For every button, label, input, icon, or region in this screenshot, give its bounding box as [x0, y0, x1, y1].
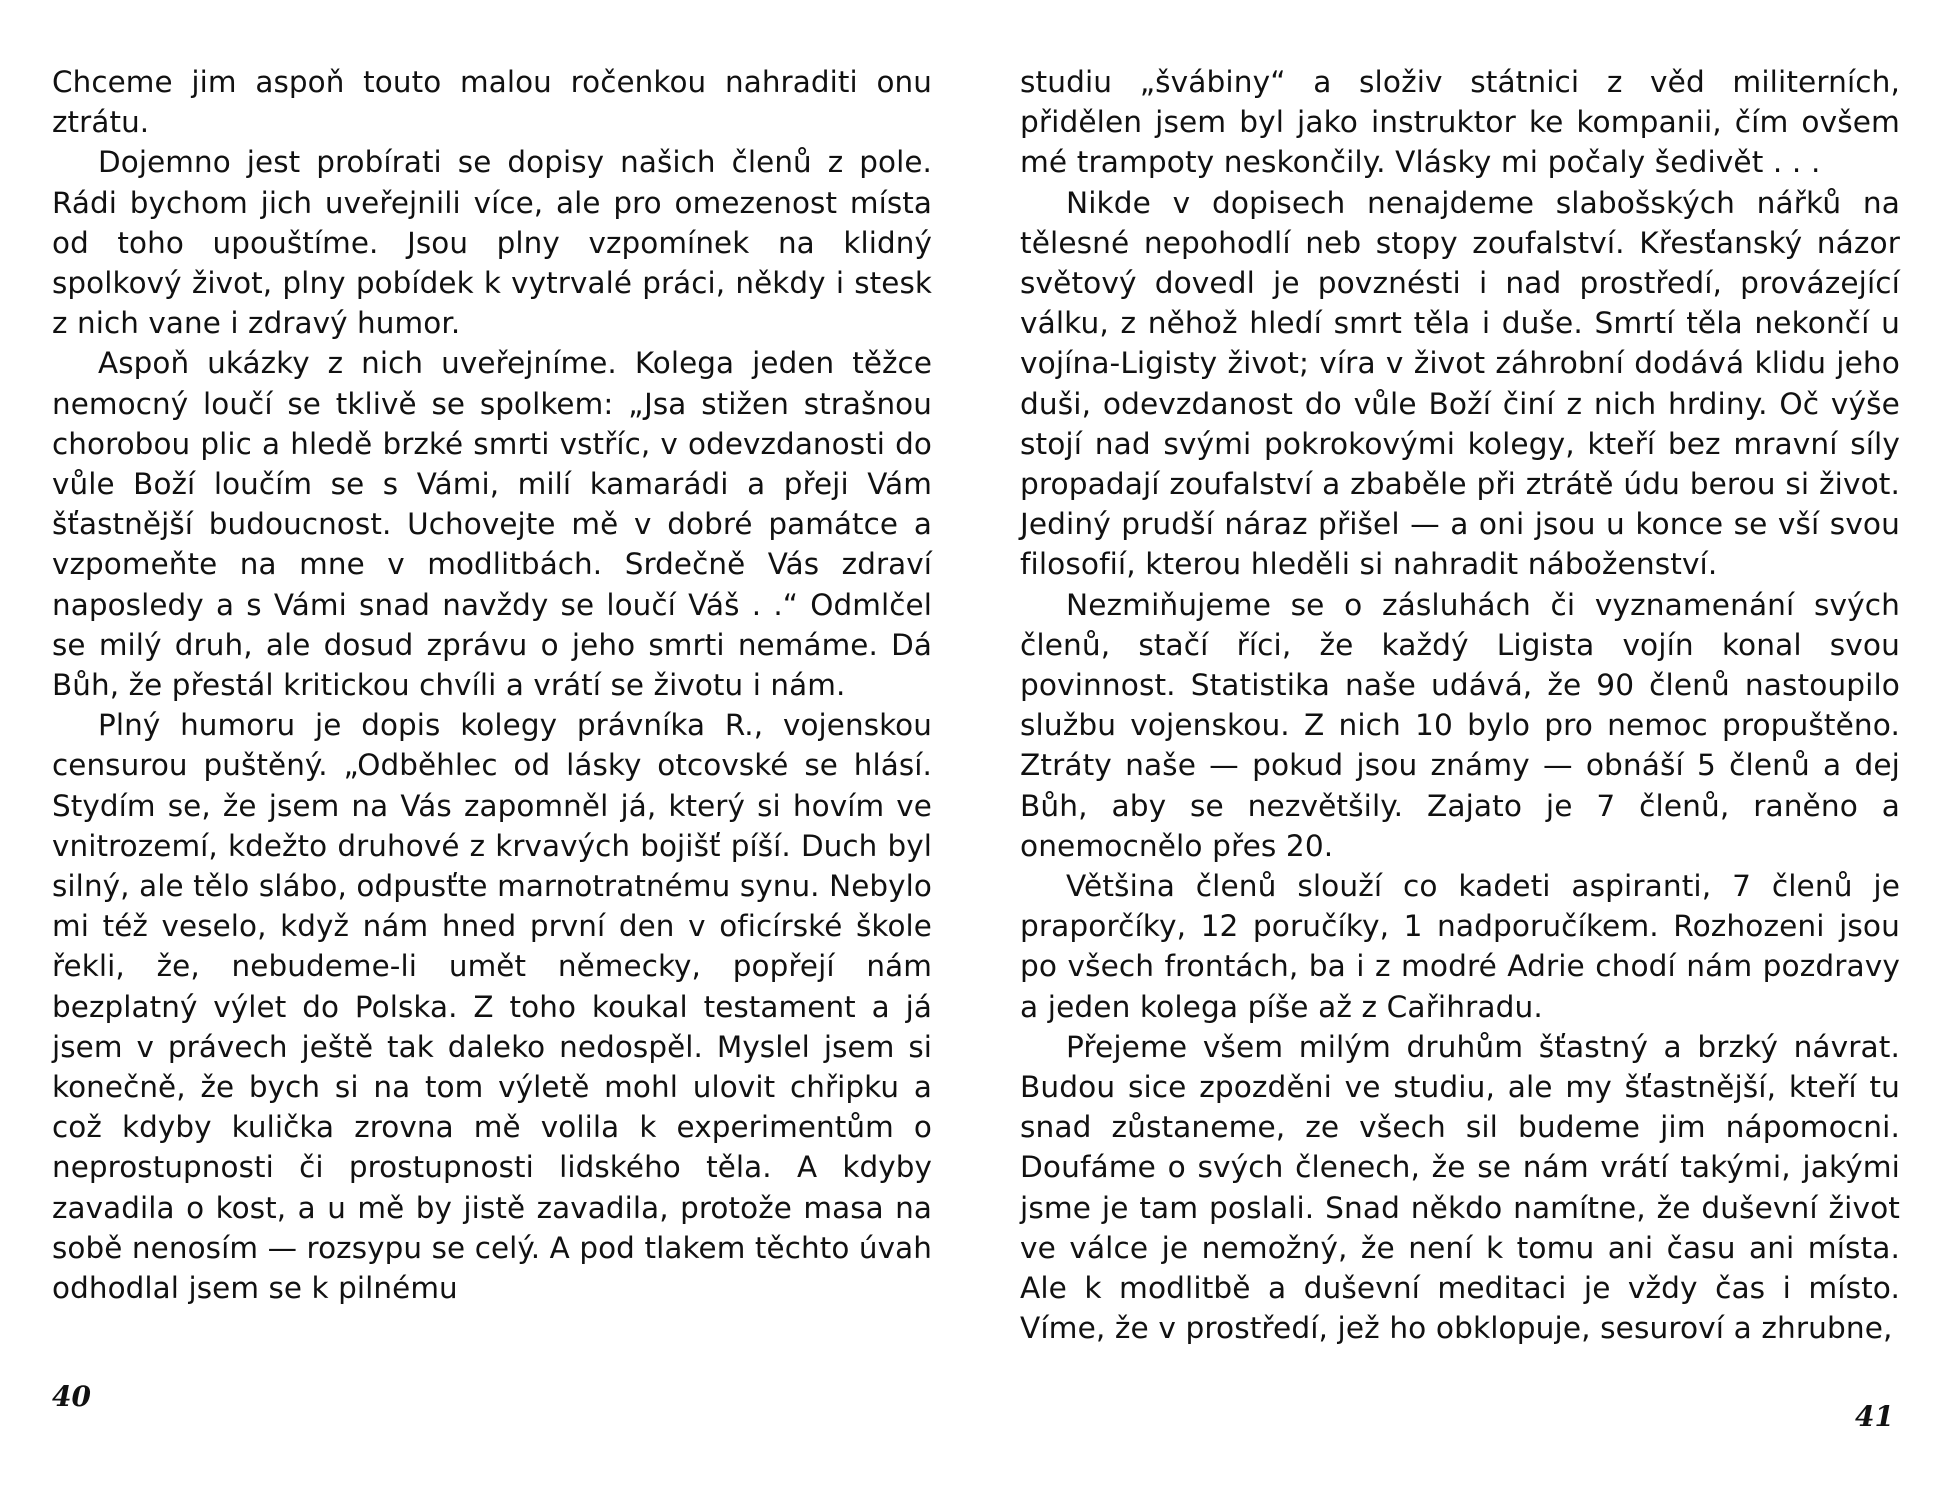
right-page-text: [1020, 62, 1900, 1349]
page-number: 40: [52, 1380, 91, 1413]
paragraph: studiu „švábiny“ a složiv státnici z věd militerních, přidělen jsem byl jako instruktor ke kompanii, čím ovšem mé trampoty neskončily. Vlásky mi počaly šedivět . . .: [1020, 65, 1900, 180]
paragraph: Nikde v dopisech nenajdeme slabošských nářků na tělesné nepohodlí neb stopy zoufalství. Křesťanský názor světový dovedl je povznésti i nad prostředí, provázející válku, z něhož hledí smrt těla i duše. Smrtí těla nekončí u vojína-Ligisty život; víra v život záhrobní dodává klidu jeho duši, odevzdanost do vůle Boží činí z nich hrdiny. Oč výše stojí nad svými pokrokovými kolegy, kteří bez mravní síly propadají zoufalství a zbaběle při ztrátě údu berou si život. Jediný prudší náraz přišel — a oni jsou u konce se vší svou filosofií, kterou hleděli si nahradit náboženství.: [1020, 185, 1900, 582]
paragraph: Plný humoru je dopis kolegy právníka R., vojenskou censurou puštěný. „Odběhlec od lásky otcovské se hlásí. Stydím se, že jsem na Vás zapomněl já, který si hovím ve vnitrozemí, kdežto druhové z krvavých bojišť píší. Duch byl silný, ale tělo slábo, odpusťte marnotratnému synu. Nebylo mi též veselo, když nám hned první den v oficírské škole řekli, že, nebudeme-li umět německy, popřejí nám bezplatný výlet do Polska. Z toho koukal testament a já jsem v právech ještě tak daleko nedospěl. Myslel jsem si konečně, že bych si na tom výletě mohl ulovit chřipku a což kdyby kulička zrovna mě volila k experimentům o neprostupnosti či prostupnosti lidského těla. A kdyby zavadila o kost, a u mě by jistě zavadila, protože masa na sobě nenosím — rozsypu se celý. A pod tlakem těchto úvah odhodlal jsem se k pilnému: [52, 708, 932, 1306]
left-page: [52, 62, 932, 1462]
left-page-text: [52, 62, 932, 1308]
paragraph: Chceme jim aspoň touto malou ročenkou nahraditi onu ztrátu.: [52, 65, 932, 140]
paragraph: Dojemno jest probírati se dopisy našich členů z pole. Rádi bychom jich uveřejnili více, ale pro omezenost místa od toho upouštíme. Jsou plny vzpomínek na klidný spolkový život, plny pobídek k vytrvalé práci, někdy i stesk z nich vane i zdravý humor.: [52, 145, 932, 341]
paragraph: Nezmiňujeme se o zásluhách či vyznamenání svých členů, stačí říci, že každý Ligista vojín konal svou povinnost. Statistika naše udává, že 90 členů nastoupilo službu vojenskou. Z nich 10 bylo pro nemoc propuštěno. Ztráty naše — pokud jsou známy — obnáší 5 členů a dej Bůh, aby se nezvětšily. Zajato je 7 členů, raněno a onemocnělo přes 20.: [1020, 587, 1900, 863]
right-page: [1020, 62, 1900, 1462]
paragraph: Aspoň ukázky z nich uveřejníme. Kolega jeden těžce nemocný loučí se tklivě se spolkem: „Jsa stižen strašnou chorobou plic a hledě brzké smrti vstříc, v odevzdanosti do vůle Boží loučím se s Vámi, milí kamarádi a přeji Vám šťastnější budoucnost. Uchovejte mě v dobré památce a vzpomeňte na mne v modlitbách. Srdečně Vás zdraví naposledy a s Vámi snad navždy se loučí Váš . .“ Odmlčel se milý druh, ale dosud zprávu o jeho smrti nemáme. Dá Bůh, že přestál kritickou chvíli a vrátí se životu i nám.: [52, 346, 932, 703]
paragraph: Většina členů slouží co kadeti aspiranti, 7 členů je praporčíky, 12 poručíky, 1 nadporučíkem. Rozhozeni jsou po všech frontách, ba i z modré Adrie chodí nám pozdravy a jeden kolega píše až z Cařihradu.: [1020, 869, 1900, 1024]
paragraph: Přejeme všem milým druhům šťastný a brzký návrat. Budou sice zpozděni ve studiu, ale my šťastnější, kteří tu snad zůstaneme, ze všech sil budeme jim nápomocni. Doufáme o svých členech, že se nám vrátí takými, jakými jsme je tam poslali. Snad někdo namítne, že duševní život ve válce je nemožný, že není k tomu ani času ani místa. Ale k modlitbě a duševní meditaci je vždy čas i místo. Víme, že v prostředí, jež ho obklopuje, sesuroví a zhrubne,: [1020, 1029, 1900, 1346]
page-number: 41: [1855, 1400, 1894, 1433]
